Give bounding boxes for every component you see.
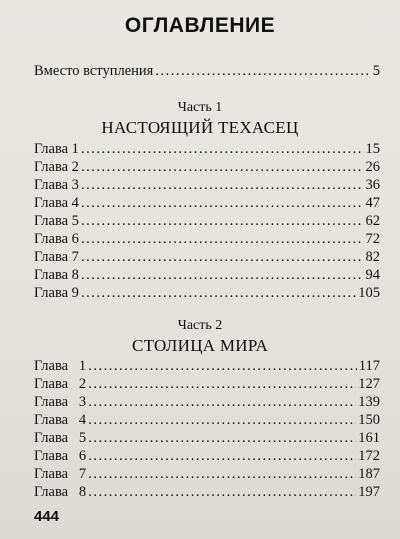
toc-entry-page: 5 <box>372 63 380 79</box>
part-1-title: НАСТОЯЩИЙ ТЕХАСЕЦ <box>101 118 299 137</box>
toc-entry <box>34 430 380 447</box>
dot-leader <box>81 159 364 176</box>
toc-entry-page: 36 <box>365 177 380 193</box>
dot-leader <box>88 358 357 375</box>
dot-leader <box>81 249 364 266</box>
dot-leader <box>81 177 364 194</box>
toc-entry-page: 15 <box>365 141 380 157</box>
dot-leader <box>155 63 370 80</box>
toc-entry-label: Глава 8 <box>34 484 87 500</box>
dot-leader <box>88 412 356 429</box>
toc-entry-page: 72 <box>365 231 380 247</box>
part-1-heading <box>0 100 400 138</box>
toc-entry-label: Глава 3 <box>34 177 79 193</box>
toc-entry <box>34 159 380 176</box>
part-2-label: Часть 2 <box>177 318 223 333</box>
toc-entry-page: 139 <box>358 394 380 410</box>
dot-leader <box>81 195 364 212</box>
toc-entry <box>34 177 380 194</box>
toc-entry-page: 187 <box>358 466 380 482</box>
page-title: ОГЛАВЛЕНИЕ <box>124 14 276 37</box>
dot-leader <box>88 448 356 465</box>
dot-leader <box>81 285 356 302</box>
part-2-heading <box>0 318 400 356</box>
dot-leader <box>81 267 364 284</box>
toc-entry <box>34 195 380 212</box>
toc-entry-page: 172 <box>358 448 380 464</box>
toc-entry-page: 26 <box>365 159 380 175</box>
toc-entry-page: 161 <box>358 430 380 446</box>
toc-entry-label: Глава 7 <box>34 466 87 482</box>
toc-entry-label: Глава 6 <box>34 231 79 247</box>
toc-entry-label: Глава 9 <box>34 285 79 301</box>
toc-entry <box>34 141 380 158</box>
toc-entry-page: 127 <box>358 376 380 392</box>
toc-entry <box>34 213 380 230</box>
dot-leader <box>88 484 356 501</box>
toc-entry <box>34 448 380 465</box>
dot-leader <box>88 430 356 447</box>
dot-leader <box>81 213 364 230</box>
toc-entry-page: 47 <box>365 195 380 211</box>
toc-entry <box>34 376 380 393</box>
toc-entry-intro <box>34 63 380 83</box>
part-2-title: СТОЛИЦА МИРА <box>131 336 269 355</box>
toc-entry <box>34 484 380 501</box>
toc-entry-label: Глава 6 <box>34 448 87 464</box>
toc-entry-page: 117 <box>358 358 380 374</box>
dot-leader <box>81 141 364 158</box>
dot-leader <box>88 466 356 483</box>
toc-entry <box>34 231 380 248</box>
toc-entry-page: 82 <box>365 249 380 265</box>
toc-entry-label: Глава 2 <box>34 159 79 175</box>
toc-entry-page: 105 <box>358 285 380 301</box>
toc-entry-page: 197 <box>358 484 380 500</box>
toc-entry-label: Глава 1 <box>34 358 87 374</box>
toc-entry <box>34 358 380 375</box>
toc-entry-label: Глава 5 <box>34 213 79 229</box>
toc-entry <box>34 249 380 266</box>
toc-entry-label: Вместо вступления <box>34 63 154 79</box>
toc-entry-label: Глава 7 <box>34 249 79 265</box>
dot-leader <box>81 231 364 248</box>
toc-entry-label: Глава 3 <box>34 394 87 410</box>
toc-entry-page: 94 <box>365 267 380 283</box>
toc-entry-label: Глава 1 <box>34 141 79 157</box>
toc-entry <box>34 267 380 284</box>
toc-entry-label: Глава 5 <box>34 430 87 446</box>
toc-entry <box>34 466 380 483</box>
page-number: 444 <box>34 508 60 525</box>
dot-leader <box>88 394 356 411</box>
toc-entry-label: Глава 2 <box>34 376 87 392</box>
toc-entry <box>34 394 380 411</box>
toc-entry <box>34 412 380 429</box>
part-1-label: Часть 1 <box>177 100 223 115</box>
toc-entry-page: 62 <box>365 213 380 229</box>
toc-entry-page: 150 <box>358 412 380 428</box>
toc-entry-label: Глава 4 <box>34 412 87 428</box>
toc-entry <box>34 285 380 302</box>
toc-entry-label: Глава 8 <box>34 267 79 283</box>
toc-entry-label: Глава 4 <box>34 195 79 211</box>
dot-leader <box>88 376 356 393</box>
